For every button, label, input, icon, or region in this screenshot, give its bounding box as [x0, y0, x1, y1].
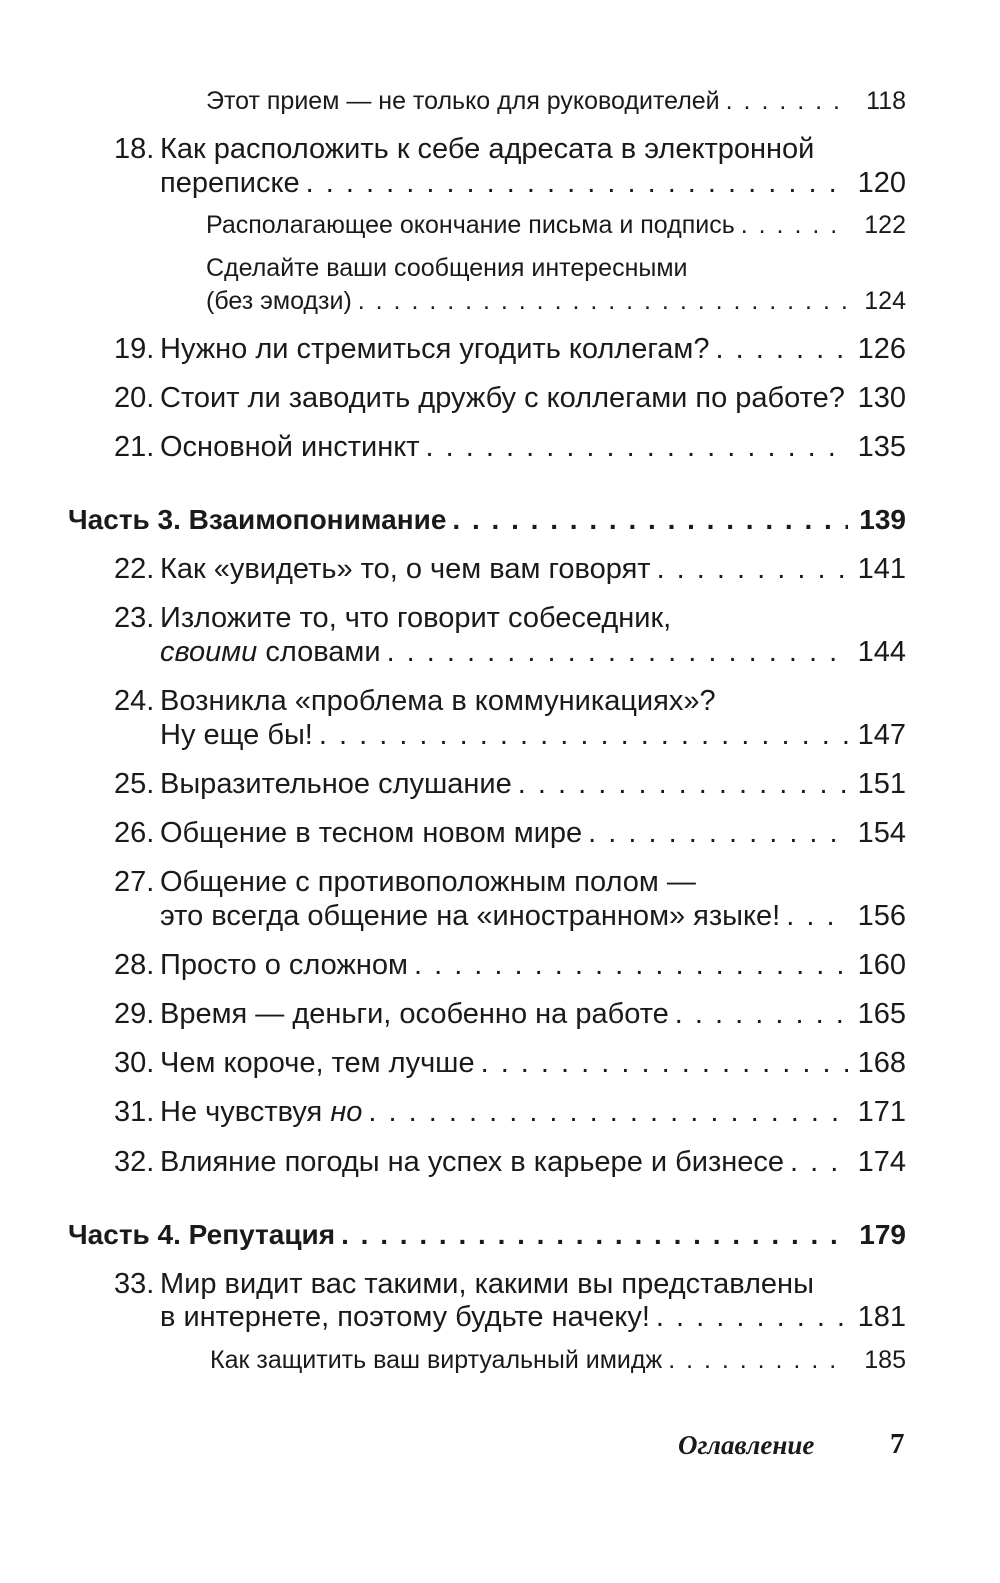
toc-entry [206, 208, 906, 242]
leader-dots [657, 552, 848, 586]
running-footer-title: Оглавление [678, 1430, 815, 1460]
toc-entry-text: Просто о сложном [160, 949, 408, 981]
toc-entry-text: Чем короче, тем лучше [160, 1047, 475, 1079]
leader-dots [426, 430, 848, 464]
toc-entry-first-line [114, 132, 814, 166]
toc-entry-text: Как защитить ваш виртуальный имидж [210, 1346, 663, 1374]
leader-dots [306, 166, 848, 200]
toc-entry-page: 174 [857, 1146, 906, 1178]
leader-dots [319, 718, 848, 752]
toc-entry-page: 144 [857, 636, 906, 668]
toc-entry-text: в интернете, поэтому будьте начеку! [160, 1301, 650, 1333]
toc-entry [114, 430, 906, 464]
toc-entry [206, 84, 906, 118]
toc-entry-text: Время — деньги, особенно на работе [160, 998, 669, 1030]
toc-entry-text-line1: Общение с противоположным полом — [160, 866, 696, 898]
toc-entry [160, 166, 906, 200]
toc-entry-text: переписке [160, 167, 300, 199]
toc-entry-page: 126 [857, 333, 906, 365]
toc-entry [210, 1343, 906, 1377]
toc-entry-number: 27. [114, 866, 155, 898]
toc-entry-page: 139 [859, 504, 906, 535]
toc-entry [160, 635, 906, 669]
toc-entry-italic-word: но [330, 1096, 363, 1128]
toc-entry-text: своими словами [160, 636, 381, 668]
toc-entry [160, 1300, 906, 1334]
toc-entry-page: 168 [857, 1047, 906, 1079]
toc-entry-text-line1: Возникла «проблема в коммуникациях»? [160, 685, 716, 717]
leader-dots [368, 1095, 848, 1129]
toc-entry-number: 20. [114, 382, 155, 414]
toc-entry-text: Выразительное слушание [160, 768, 512, 800]
toc-entry-text: Нужно ли стремиться угодить коллегам? [160, 333, 710, 365]
leader-dots [675, 997, 848, 1031]
toc-entry [114, 948, 906, 982]
toc-entry-number: 23. [114, 602, 155, 634]
toc-entry-page: 154 [857, 817, 906, 849]
toc-entry-page: 141 [857, 553, 906, 585]
leader-dots [668, 1343, 848, 1377]
toc-entry [114, 552, 906, 586]
toc-entry-text: Общение в тесном новом мире [160, 817, 583, 849]
toc-entry [114, 1046, 906, 1080]
toc-entry-page: 171 [857, 1096, 906, 1128]
toc-entry [160, 718, 906, 752]
leader-dots [588, 816, 848, 850]
toc-entry [114, 767, 906, 801]
toc-entry-text: Этот прием — не только для руководителей [206, 87, 720, 115]
toc-entry-number: 26. [114, 817, 155, 849]
toc-entry-italic-word: своими [160, 636, 258, 668]
toc-entry-text-line1: Как расположить к себе адресата в электронной [160, 133, 815, 165]
leader-dots [341, 1218, 848, 1252]
toc-entry-text-line1: Мир видит вас такими, какими вы представлены [160, 1268, 814, 1300]
leader-dots [786, 899, 848, 933]
toc-entry [114, 816, 906, 850]
toc-entry-number: 31. [114, 1096, 155, 1128]
toc-entry-number: 24. [114, 685, 155, 717]
leader-dots [452, 503, 848, 537]
toc-part-title: Часть 3. Взаимопонимание [68, 504, 447, 535]
toc-entry-page: 181 [857, 1301, 906, 1333]
toc-entry-text: Основной инстинкт [160, 431, 420, 463]
toc-entry [114, 1095, 906, 1129]
toc-entry-page: 185 [864, 1346, 906, 1374]
toc-entry-number: 22. [114, 553, 155, 585]
toc-entry-number: 32. [114, 1146, 155, 1178]
leader-dots [358, 284, 848, 318]
toc-entry-text: Влияние погоды на успех в карьере и бизнесе [160, 1146, 785, 1178]
toc-entry-page: 165 [857, 998, 906, 1030]
leader-dots [518, 767, 848, 801]
toc-entry [206, 284, 906, 318]
toc-part-title: Часть 4. Репутация [68, 1219, 336, 1250]
leader-dots [741, 208, 848, 242]
toc-entry-text: Не чувствуя но [160, 1096, 363, 1128]
toc-entry-text: это всегда общение на «иностранном» языке! [160, 900, 781, 932]
toc-part-heading [68, 503, 906, 537]
toc-entry [114, 381, 906, 415]
leader-dots [387, 635, 848, 669]
toc-entry-number: 18. [114, 133, 155, 165]
toc-entry-page: 156 [857, 900, 906, 932]
toc-entry-text: Располагающее окончание письма и подпись [206, 211, 735, 239]
toc-entry-text: Стоит ли заводить дружбу с коллегами по работе? [160, 382, 845, 414]
toc-entry [114, 332, 906, 366]
leader-dots [481, 1046, 848, 1080]
leader-dots [726, 84, 848, 118]
toc-entry-number: 28. [114, 949, 155, 981]
toc-entry-first-line [114, 1267, 814, 1301]
toc-entry-number: 33. [114, 1268, 155, 1300]
toc-entry-page: 179 [859, 1219, 906, 1250]
toc-entry-first-line [114, 865, 696, 899]
toc-entry-text: Ну еще бы! [160, 719, 313, 751]
toc-entry-page: 122 [864, 211, 906, 239]
toc-entry-text-line1: Изложите то, что говорит собеседник, [160, 602, 672, 634]
toc-entry-first-line [114, 601, 671, 635]
leader-dots [716, 332, 849, 366]
leader-dots [414, 948, 848, 982]
toc-entry [160, 899, 906, 933]
page-number: 7 [890, 1428, 905, 1460]
toc-entry-number: 21. [114, 431, 155, 463]
toc-entry-page: 151 [857, 768, 906, 800]
toc-entry-text: Как «увидеть» то, о чем вам говорят [160, 553, 651, 585]
toc-entry-number: 29. [114, 998, 155, 1030]
toc-entry-page: 118 [866, 87, 906, 115]
toc-entry-number: 19. [114, 333, 155, 365]
toc-entry-page: 124 [864, 287, 906, 315]
toc-entry-page: 120 [857, 167, 906, 199]
toc-entry-page: 147 [857, 719, 906, 751]
leader-dots [790, 1145, 848, 1179]
toc-entry-page: 135 [857, 431, 906, 463]
toc-entry-page: 160 [857, 949, 906, 981]
toc-entry-number: 25. [114, 768, 155, 800]
leader-dots [656, 1300, 848, 1334]
toc-entry-first-line [114, 684, 716, 718]
toc-entry-number: 30. [114, 1047, 155, 1079]
toc-part-heading [68, 1218, 906, 1252]
toc-entry-first-line: Сделайте ваши сообщения интересными [206, 254, 688, 282]
toc-entry-text: (без эмодзи) [206, 287, 352, 315]
toc-entry-page: 130 [857, 382, 906, 414]
toc-entry [114, 997, 906, 1031]
toc-entry [114, 1145, 906, 1179]
